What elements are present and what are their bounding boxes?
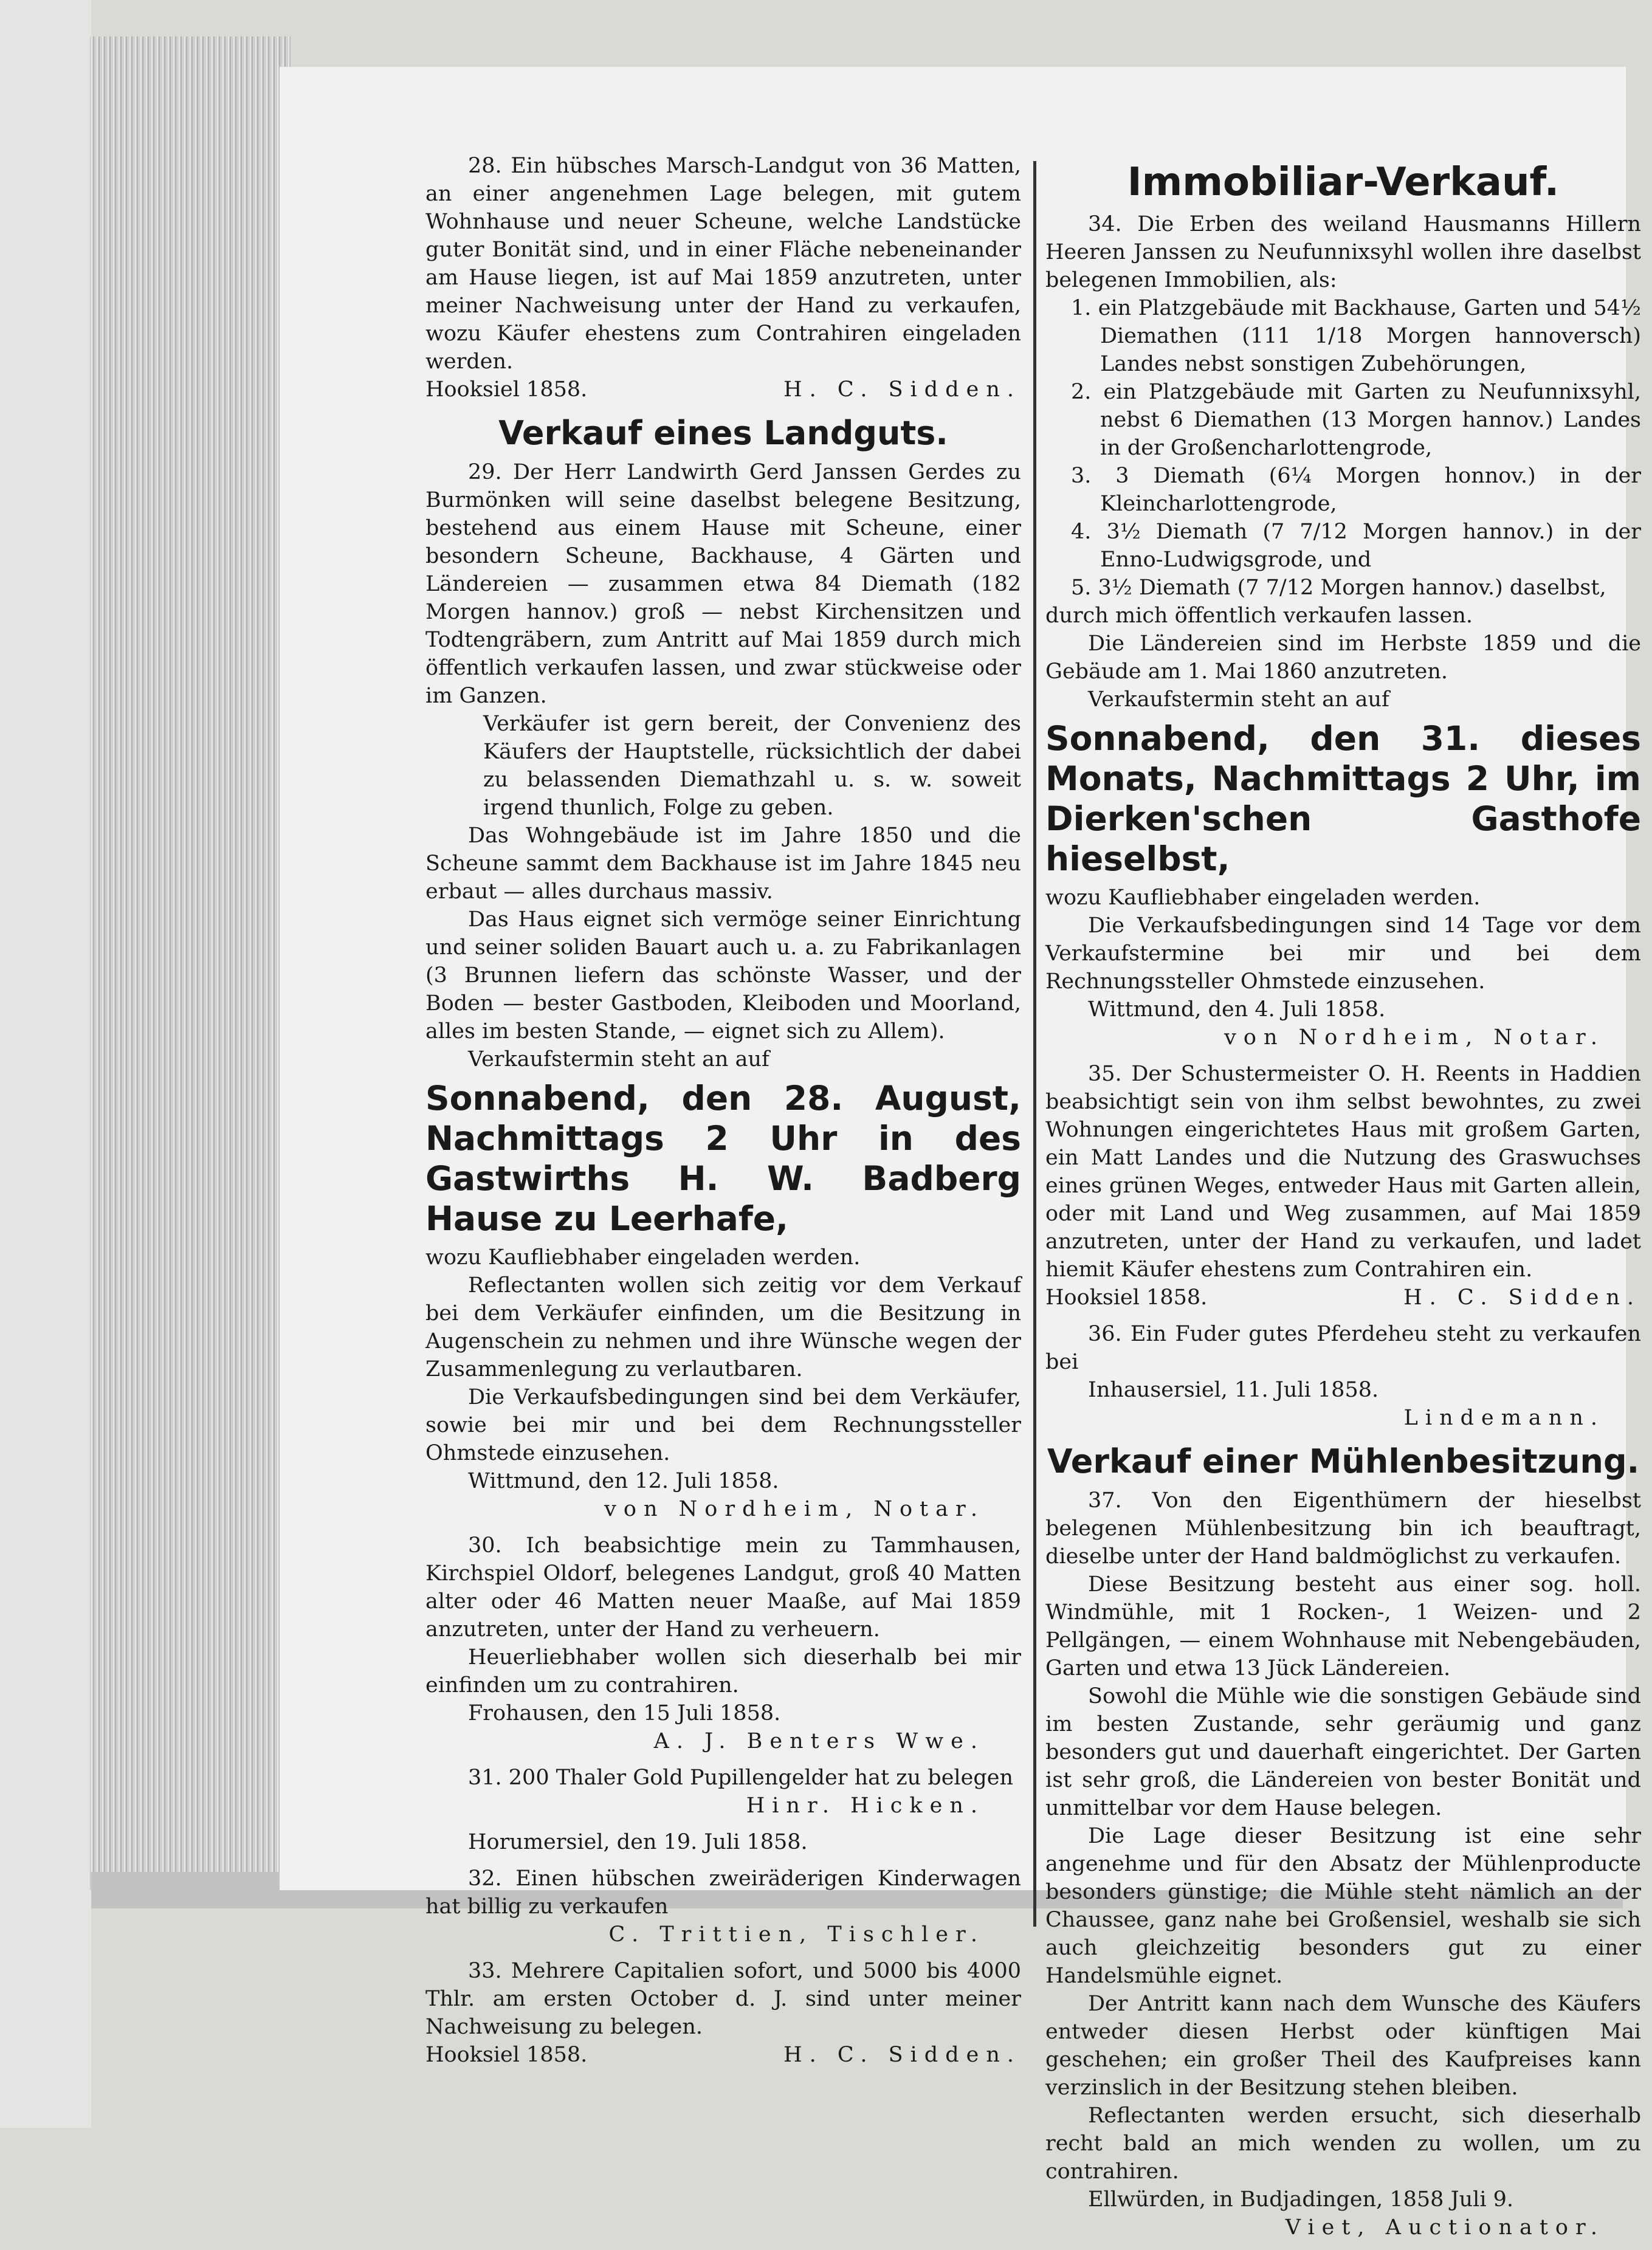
property-list-item: 1. ein Platzgebäude mit Backhause, Garten und 54½ Diemathen (111 1/18 Morgen hannoversch) Landes nebst sonstigen Zubehörungen, [1071, 296, 1641, 376]
ad-paragraph: 33. Mehrere Capitalien sofort, und 5000 bis 4000 Thlr. am ersten October d. J. sind unter meiner Nachweisung zu belegen. [425, 1959, 1021, 2039]
ad-paragraph: 34. Die Erben des weiland Hausmanns Hillern Heeren Janssen zu Neufunnixsyhl wollen ihre daselbst belegenen Immobilien, als: [1045, 212, 1641, 292]
auction-date-notice: Sonnabend, den 31. dieses Monats, Nachmittags 2 Uhr, im Dierken'schen Gasthofe hieselbst, [1045, 719, 1641, 878]
signature-line [425, 1921, 1021, 1949]
ad-paragraph: 37. Von den Eigenthümern der hieselbst belegenen Mühlenbesitzung bin ich beauftragt, dieselbe unter der Hand baldmöglichst zu verkaufen. [1045, 1488, 1641, 1569]
ad-paragraph: Die Ländereien sind im Herbste 1859 und die Gebäude am 1. Mai 1860 anzutreten. [1045, 631, 1641, 684]
ad-paragraph: 36. Ein Fuder gutes Pferdeheu steht zu verkaufen bei [1045, 1322, 1641, 1374]
ad-paragraph: Verkaufstermin steht an auf [1088, 687, 1389, 712]
signature-line [425, 2041, 1021, 2069]
advertisement [425, 1957, 1021, 2069]
signature-place-date: Hooksiel 1858. [425, 377, 588, 402]
signature-line [1045, 2214, 1641, 2241]
ad-paragraph: Heuerliebhaber wollen sich dieserhalb bei mir einfinden um zu contrahiren. [425, 1645, 1021, 1698]
advertisement [425, 1828, 1021, 1856]
signature-line [1045, 1404, 1641, 1432]
ad-paragraph: Die Verkaufsbedingungen sind 14 Tage vor dem Verkaufstermine bei mir und bei dem Rechnungssteller Ohmstede einzusehen. [1045, 913, 1641, 994]
ad-paragraph: Verkaufstermin steht an auf [468, 1047, 769, 1072]
ad-paragraph: 30. Ich beabsichtige mein zu Tammhausen, Kirchspiel Oldorf, belegenes Landgut, groß 40 Matten alter oder 46 Matten neuer Maaße, auf Mai 1859 anzutreten, unter der Hand zu verheuern. [425, 1533, 1021, 1642]
advertisement [425, 1865, 1021, 1949]
signature-name: Lindemann. [1403, 1406, 1605, 1430]
ad-paragraph: Die Verkaufsbedingungen sind bei dem Verkäufer, sowie bei mir und bei dem Rechnungssteller Ohmstede einzusehen. [425, 1385, 1021, 1465]
ad-paragraph: Inhausersiel, 11. Juli 1858. [1088, 1378, 1379, 1402]
advertisement [425, 1764, 1021, 1820]
advertisement [425, 1532, 1021, 1755]
column-divider [1033, 161, 1036, 1927]
ad-paragraph: Wittmund, den 4. Juli 1858. [1088, 997, 1386, 1022]
ad-paragraph: 35. Der Schustermeister O. H. Reents in Haddien beabsichtigt sein von ihm selbst bewohntes, zu zwei Wohnungen eingerichtetes Haus mit großem Garten, ein Matt Landes und die Nutzung des Graswuchses eines grünen Weges, entweder Haus mit Garten allein, oder mit Land und Weg zusammen, auf Mai 1859 anzutreten, unter der Hand zu verkaufen, und ladet hiemit Käufer ehestens zum Contrahiren ein. [1045, 1062, 1641, 1282]
advertisement [1045, 1060, 1641, 1312]
ad-paragraph: 31. 200 Thaler Gold Pupillengelder hat zu belegen [468, 1766, 1013, 1790]
ad-paragraph: Sowohl die Mühle wie die sonstigen Gebäude sind im besten Zustande, sehr geräumig und ganz besonders gut und dauerhaft eingerichtet. Der Garten ist sehr groß, die Ländereien von bester Bonität und unmittelbar vor dem Hause belegen. [1045, 1684, 1641, 1820]
ad-paragraph: 28. Ein hübsches Marsch-Landgut von 36 Matten, an einer angenehmen Lage belegen, mit gutem Wohnhause und neuer Scheune, welche Landstücke guter Bonität sind, und in einer Fläche nebeneinander am Hause liegen, ist auf Mai 1859 anzutreten, unter meiner Nachweisung unter der Hand zu verkaufen, wozu Käufer ehestens zum Contrahiren eingeladen werden. [425, 154, 1021, 374]
advertisement [425, 152, 1021, 404]
left-column [425, 152, 1021, 2077]
scan-background [0, 0, 91, 2128]
property-list-item: 3. 3 Diemath (6¼ Morgen honnov.) in der Kleincharlottengrode, [1071, 464, 1641, 516]
signature-name: von Nordheim, Notar. [1224, 1025, 1605, 1050]
ad-paragraph: wozu Kaufliebhaber eingeladen werden. [425, 1245, 861, 1270]
ad-paragraph: Die Lage dieser Besitzung ist eine sehr angenehme und für den Absatz der Mühlenproducte besonders günstige; die Mühle steht nämlich an der Chaussee, ganz nahe bei Großensiel, weshalb sie sich auch gleichzeitig besonders gut zu einer Handelsmühle eignet. [1045, 1824, 1641, 1988]
signature-name: Viet, Auctionator. [1285, 2215, 1605, 2240]
ad-paragraph: Das Wohngebäude ist im Jahre 1850 und die Scheune sammt dem Backhause ist im Jahre 1845 neu erbaut — alles durchaus massiv. [425, 824, 1021, 904]
signature-line [1045, 1024, 1641, 1051]
signature-name: C. Trittien, Tischler. [608, 1922, 985, 1947]
ad-paragraph: Horumersiel, den 19. Juli 1858. [468, 1830, 808, 1854]
advertisement [1045, 1320, 1641, 1432]
signature-name: Hinr. Hicken. [746, 1794, 985, 1818]
property-list-item: 2. ein Platzgebäude mit Garten zu Neufunnixsyhl, nebst 6 Diemathen (13 Morgen hannov.) Landes in der Großencharlottengrode, [1071, 380, 1641, 460]
signature-line [1045, 1284, 1641, 1312]
ad-paragraph: Das Haus eignet sich vermöge seiner Einrichtung und seiner soliden Bauart auch u. a. zu Fabrikanlagen (3 Brunnen liefern das schönste Wasser, und der Boden — bester Gastboden, Kleiboden und Moorland, alles im besten Stande, — eignet sich zu Allem). [425, 907, 1021, 1044]
signature-line [425, 1727, 1021, 1755]
signature-line [425, 1792, 1021, 1820]
section-heading: Verkauf einer Mühlenbesitzung. [1047, 1442, 1640, 1481]
property-list-item: 5. 3½ Diemath (7 7/12 Morgen hannov.) daselbst, [1071, 576, 1606, 600]
ad-paragraph: Verkäufer ist gern bereit, der Convenienz des Käufers der Hauptstelle, rücksichtlich der dabei zu belassenden Diemathzahl u. s. w. soweit irgend thunlich, Folge zu geben. [483, 712, 1021, 820]
right-column [1045, 152, 1641, 2250]
section-heading: Immobiliar-Verkauf. [1127, 160, 1560, 205]
ad-paragraph: Reflectanten wollen sich zeitig vor dem Verkauf bei dem Verkäufer einfinden, um die Besitzung in Augenschein zu nehmen und ihre Wünsche wegen der Zusammenlegung zu verlautbaren. [425, 1273, 1021, 1381]
auction-date-notice: Sonnabend, den 28. August, Nachmittags 2 Uhr in des Gastwirths H. W. Badberg Hause zu Leerhafe, [425, 1079, 1021, 1238]
signature-line [425, 1495, 1021, 1523]
ad-paragraph: wozu Kaufliebhaber eingeladen werden. [1045, 886, 1481, 910]
ad-paragraph: Ellwürden, in Budjadingen, 1858 Juli 9. [1088, 2187, 1514, 2212]
signature-name: H. C. Sidden. [783, 377, 1021, 402]
advertisement [1045, 1487, 1641, 2241]
ad-paragraph: Diese Besitzung besteht aus einer sog. holl. Windmühle, mit 1 Rocken-, 1 Weizen- und 2 Pellgängen, — einem Wohnhause mit Nebengebäuden, Garten und etwa 13 Jück Ländereien. [1045, 1572, 1641, 1681]
ad-paragraph: Der Antritt kann nach dem Wunsche des Käufers entweder diesen Herbst oder künftigen Mai geschehen; ein großer Theil des Kaufpreises kann verzinslich in der Besitzung stehen bleiben. [1045, 1992, 1641, 2100]
signature-name: von Nordheim, Notar. [604, 1497, 985, 1521]
ad-paragraph: Wittmund, den 12. Juli 1858. [468, 1469, 779, 1493]
book-page-edges [90, 36, 291, 1890]
ad-paragraph: Reflectanten werden ersucht, sich dieserhalb recht bald an mich wenden zu wollen, um zu contrahiren. [1045, 2104, 1641, 2184]
ad-paragraph: durch mich öffentlich verkaufen lassen. [1045, 604, 1473, 628]
ad-paragraph: 32. Einen hübschen zweiräderigen Kinderwagen hat billig zu verkaufen [425, 1866, 1021, 1919]
property-list-item: 4. 3½ Diemath (7 7/12 Morgen hannov.) in der Enno-Ludwigsgrode, und [1071, 520, 1641, 572]
advertisement [425, 458, 1021, 1523]
signature-name: H. C. Sidden. [783, 2043, 1021, 2067]
signature-place-date: Hooksiel 1858. [1045, 1285, 1208, 1310]
signature-line [425, 376, 1021, 404]
section-heading: Verkauf eines Landguts. [498, 414, 948, 452]
property-list [1045, 294, 1641, 602]
signature-name: A. J. Benters Wwe. [653, 1729, 985, 1753]
ad-paragraph: 29. Der Herr Landwirth Gerd Janssen Gerdes zu Burmönken will seine daselbst belegene Besitzung, bestehend aus einem Hause mit Scheune, einer besondern Scheune, Backhause, 4 Gärten und Ländereien — zusammen etwa 84 Diemath (182 Morgen hannov.) groß — nebst Kirchensitzen und Todtengräbern, zum Antritt auf Mai 1859 durch mich öffentlich verkaufen lassen, und zwar stückweise oder im Ganzen. [425, 460, 1021, 708]
ad-paragraph: Frohausen, den 15 Juli 1858. [468, 1701, 781, 1725]
signature-name: H. C. Sidden. [1403, 1285, 1641, 1310]
advertisement [1045, 210, 1641, 1051]
signature-place-date: Hooksiel 1858. [425, 2043, 588, 2067]
